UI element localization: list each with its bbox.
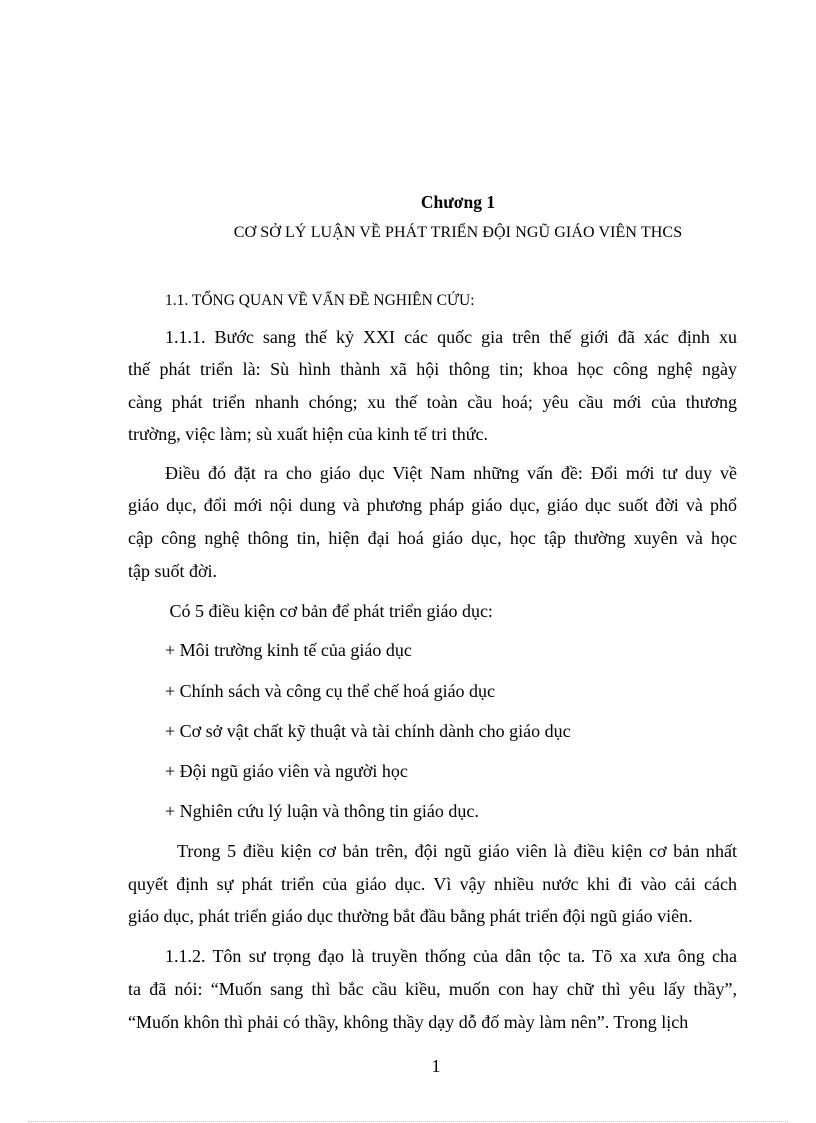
paragraph-line: “Muốn khôn thì phải có thầy, không thầy dạy dỗ đố mày làm nên”. Trong lịch xyxy=(128,1012,689,1032)
paragraph-line: 1.1.2. Tôn sư trọng đạo là truyền thống của dân tộc ta. Tõ xa xưa ông cha xyxy=(165,946,737,966)
paragraph-line: tập suốt đời. xyxy=(128,561,218,581)
paragraph-line: Có 5 điều kiện cơ bản để phát triển giáo dục: xyxy=(165,601,493,621)
paragraph-line: trường, việc làm; sù xuất hiện của kinh tế tri thức. xyxy=(128,424,488,444)
paragraph-line: 1.1.1. Bước sang thế kỷ XXI các quốc gia trên thế giới đã xác định xu xyxy=(165,327,737,347)
paragraph-line: thế phát triển là: Sù hình thành xã hội thông tin; khoa học công nghệ ngày xyxy=(128,359,737,379)
page-number: 1 xyxy=(431,1056,441,1076)
list-item: + Nghiên cứu lý luận và thông tin giáo dục. xyxy=(165,801,479,821)
list-item: + Đội ngũ giáo viên và người học xyxy=(165,761,408,781)
list-item: + Môi trường kinh tế của giáo dục xyxy=(165,640,412,660)
paragraph-line: Điều đó đặt ra cho giáo dục Việt Nam những vấn đề: Đổi mới tư duy về xyxy=(165,463,737,483)
chapter-number: Chương 1 xyxy=(420,192,496,212)
paragraph-line: giáo dục, đổi mới nội dung và phương pháp giáo dục, giáo dục suốt đời và phổ xyxy=(128,495,737,515)
section-heading: 1.1. TỔNG QUAN VỀ VẤN ĐỀ NGHIÊN CỨU: xyxy=(165,292,475,309)
paragraph-line: giáo dục, phát triển giáo dục thường bắt đầu bằng phát triển đội ngũ giáo viên. xyxy=(128,906,693,926)
paragraph-line: Trong 5 điều kiện cơ bản trên, đội ngũ giáo viên là điều kiện cơ bản nhất xyxy=(177,841,737,861)
list-item: + Cơ sở vật chất kỹ thuật và tài chính dành cho giáo dục xyxy=(165,721,571,741)
paragraph-line: quyết định sự phát triển của giáo dục. Vì vậy nhiều nước khi đi vào cải cách xyxy=(128,874,737,894)
footer-divider xyxy=(28,1121,788,1122)
paragraph-line: ta đã nói: “Muốn sang thì bắc cầu kiều, muốn con hay chữ thì yêu lấy thầy”, xyxy=(128,979,737,999)
chapter-title: CƠ SỞ LÝ LUẬN VỀ PHÁT TRIỂN ĐỘI NGŨ GIÁO VIÊN THCS xyxy=(233,224,683,241)
paragraph-line: cập công nghệ thông tin, hiện đại hoá giáo dục, học tập thường xuyên và học xyxy=(128,528,737,548)
paragraph-line: càng phát triển nhanh chóng; xu thế toàn cầu hoá; yêu cầu mới của thương xyxy=(128,392,737,412)
list-item: + Chính sách và công cụ thể chế hoá giáo dục xyxy=(165,681,496,701)
